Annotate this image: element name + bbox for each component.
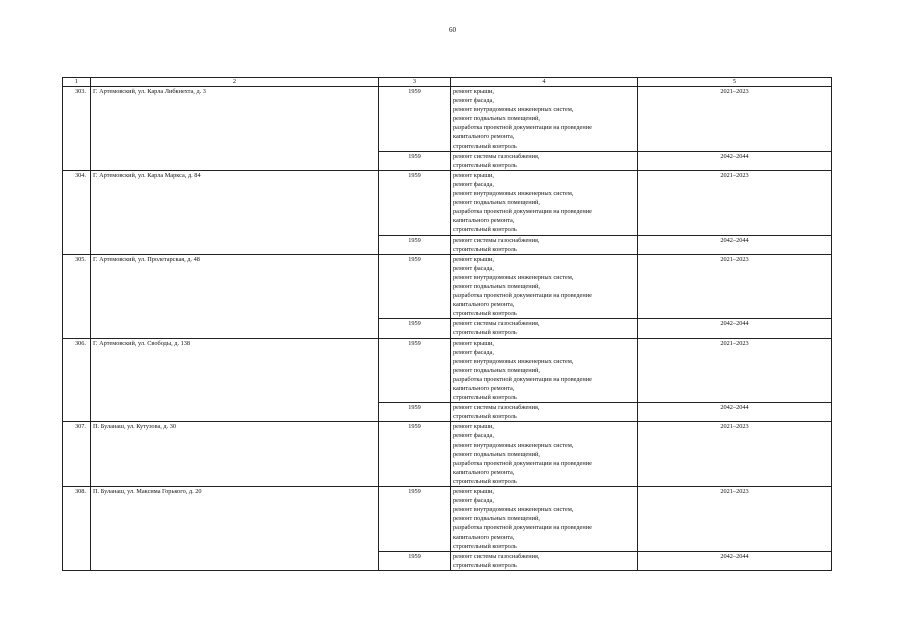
address-cell: Г. Артемовский, ул. Пролетарская, д. 48 bbox=[91, 254, 379, 338]
work-item: строительный контроль bbox=[453, 226, 517, 234]
works-cell bbox=[451, 487, 638, 552]
period-cell: 2021–2023 bbox=[638, 254, 832, 319]
address-cell: Г. Артемовский, ул. Карла Маркса, д. 84 bbox=[91, 170, 379, 254]
works-cell bbox=[451, 87, 638, 152]
year-cell: 1959 bbox=[379, 403, 451, 422]
row-number-cell: 308. bbox=[63, 487, 91, 571]
column-number-row bbox=[63, 78, 832, 87]
year-cell: 1959 bbox=[379, 87, 451, 152]
column-number-cell: 3 bbox=[379, 78, 451, 87]
work-item: капитального ремонта, bbox=[453, 533, 515, 541]
works-cell bbox=[451, 254, 638, 319]
work-item: ремонт подвальных помещений, bbox=[453, 450, 540, 458]
work-item: строительный контроль bbox=[453, 310, 517, 318]
address-cell: Г. Артемовский, ул. Свободы, д. 138 bbox=[91, 338, 379, 422]
work-item: строительный контроль bbox=[453, 142, 517, 150]
work-item: капитального ремонта, bbox=[453, 133, 515, 141]
period-cell: 2042–2044 bbox=[638, 319, 832, 338]
work-item: строительный контроль bbox=[453, 245, 517, 253]
work-item: разработка проектной документации на проведение bbox=[453, 459, 592, 467]
row-number-cell: 305. bbox=[63, 254, 91, 338]
work-item: ремонт крыши, bbox=[453, 171, 495, 179]
work-item: ремонт крыши, bbox=[453, 88, 495, 95]
works-cell bbox=[451, 338, 638, 403]
work-item: разработка проектной документации на проведение bbox=[453, 208, 592, 216]
work-item: ремонт внутридомовых инженерных систем, bbox=[453, 506, 574, 514]
work-item: ремонт фасада, bbox=[453, 432, 494, 440]
address-cell: П. Буланаш, ул. Максима Горького, д. 20 bbox=[91, 487, 379, 571]
work-item: ремонт фасада, bbox=[453, 497, 494, 505]
year-cell: 1959 bbox=[379, 319, 451, 338]
table-body bbox=[63, 78, 832, 571]
work-item: ремонт фасада, bbox=[453, 264, 494, 272]
column-number-cell: 2 bbox=[91, 78, 379, 87]
address-cell: П. Буланаш, ул. Кутузова, д. 30 bbox=[91, 422, 379, 487]
period-cell: 2021–2023 bbox=[638, 170, 832, 235]
table-row bbox=[63, 87, 832, 152]
work-item: строительный контроль bbox=[453, 394, 517, 402]
row-number-cell: 307. bbox=[63, 422, 91, 487]
period-cell: 2021–2023 bbox=[638, 87, 832, 152]
work-item: строительный контроль bbox=[453, 329, 517, 337]
works-cell bbox=[451, 170, 638, 235]
work-item: ремонт системы газоснабжения, bbox=[453, 552, 540, 560]
repair-schedule-table bbox=[62, 77, 832, 571]
works-cell bbox=[451, 422, 638, 487]
year-cell: 1959 bbox=[379, 487, 451, 552]
table-row bbox=[63, 170, 832, 235]
work-item: разработка проектной документации на проведение bbox=[453, 524, 592, 532]
period-cell: 2042–2044 bbox=[638, 551, 832, 570]
works-cell bbox=[451, 403, 638, 422]
work-item: ремонт фасада, bbox=[453, 180, 494, 188]
work-item: ремонт системы газоснабжения, bbox=[453, 320, 540, 328]
work-item: ремонт фасада, bbox=[453, 348, 494, 356]
year-cell: 1959 bbox=[379, 235, 451, 254]
year-cell: 1959 bbox=[379, 422, 451, 487]
year-cell: 1959 bbox=[379, 551, 451, 570]
work-item: ремонт внутридомовых инженерных систем, bbox=[453, 106, 574, 114]
period-cell: 2042–2044 bbox=[638, 403, 832, 422]
row-number-cell: 303. bbox=[63, 87, 91, 171]
work-item: ремонт подвальных помещений, bbox=[453, 366, 540, 374]
work-item: капитального ремонта, bbox=[453, 385, 515, 392]
table-row bbox=[63, 338, 832, 403]
work-item: капитального ремонта, bbox=[453, 468, 515, 476]
work-item: строительный контроль bbox=[453, 477, 517, 485]
period-cell: 2021–2023 bbox=[638, 487, 832, 552]
work-item: ремонт подвальных помещений, bbox=[453, 282, 540, 290]
works-cell bbox=[451, 151, 638, 170]
year-cell: 1959 bbox=[379, 254, 451, 319]
work-item: ремонт подвальных помещений, bbox=[453, 115, 540, 123]
work-item: ремонт подвальных помещений, bbox=[453, 199, 540, 207]
work-item: ремонт системы газоснабжения, bbox=[453, 404, 540, 412]
work-item: разработка проектной документации на проведение bbox=[453, 124, 592, 132]
table-row bbox=[63, 487, 832, 552]
works-cell bbox=[451, 235, 638, 254]
period-cell: 2021–2023 bbox=[638, 422, 832, 487]
work-item: разработка проектной документации на проведение bbox=[453, 292, 592, 300]
page-number: 60 bbox=[449, 26, 456, 34]
work-item: ремонт внутридомовых инженерных систем, bbox=[453, 357, 574, 365]
period-cell: 2042–2044 bbox=[638, 235, 832, 254]
work-item: разработка проектной документации на проведение bbox=[453, 375, 592, 383]
work-item: строительный контроль bbox=[453, 561, 517, 569]
year-cell: 1959 bbox=[379, 151, 451, 170]
row-number-cell: 304. bbox=[63, 170, 91, 254]
period-cell: 2042–2044 bbox=[638, 151, 832, 170]
work-item: капитального ремонта, bbox=[453, 301, 515, 309]
row-number-cell: 306. bbox=[63, 338, 91, 422]
works-cell bbox=[451, 551, 638, 570]
work-item: ремонт крыши, bbox=[453, 488, 495, 496]
work-item: ремонт системы газоснабжения, bbox=[453, 236, 540, 244]
column-number-cell: 5 bbox=[638, 78, 832, 87]
year-cell: 1959 bbox=[379, 338, 451, 403]
table-row bbox=[63, 254, 832, 319]
work-item: ремонт системы газоснабжения, bbox=[453, 152, 540, 160]
table-row bbox=[63, 422, 832, 487]
work-item: ремонт крыши, bbox=[453, 339, 495, 347]
address-cell: Г. Артемовский, ул. Карла Либкнехта, д. 3 bbox=[91, 87, 379, 171]
work-item: ремонт внутридомовых инженерных систем, bbox=[453, 441, 574, 449]
year-cell: 1959 bbox=[379, 170, 451, 235]
column-number-cell: 4 bbox=[451, 78, 638, 87]
work-item: ремонт внутридомовых инженерных систем, bbox=[453, 190, 574, 198]
work-item: ремонт внутридомовых инженерных систем, bbox=[453, 273, 574, 281]
work-item: ремонт крыши, bbox=[453, 255, 495, 263]
work-item: капитального ремонта, bbox=[453, 217, 515, 225]
period-cell: 2021–2023 bbox=[638, 338, 832, 403]
column-number-cell: 1 bbox=[63, 78, 91, 87]
work-item: строительный контроль bbox=[453, 161, 517, 169]
work-item: ремонт крыши, bbox=[453, 423, 495, 431]
works-cell bbox=[451, 319, 638, 338]
work-item: ремонт подвальных помещений, bbox=[453, 515, 540, 523]
work-item: строительный контроль bbox=[453, 542, 517, 550]
work-item: ремонт фасада, bbox=[453, 97, 494, 105]
work-item: строительный контроль bbox=[453, 413, 517, 421]
